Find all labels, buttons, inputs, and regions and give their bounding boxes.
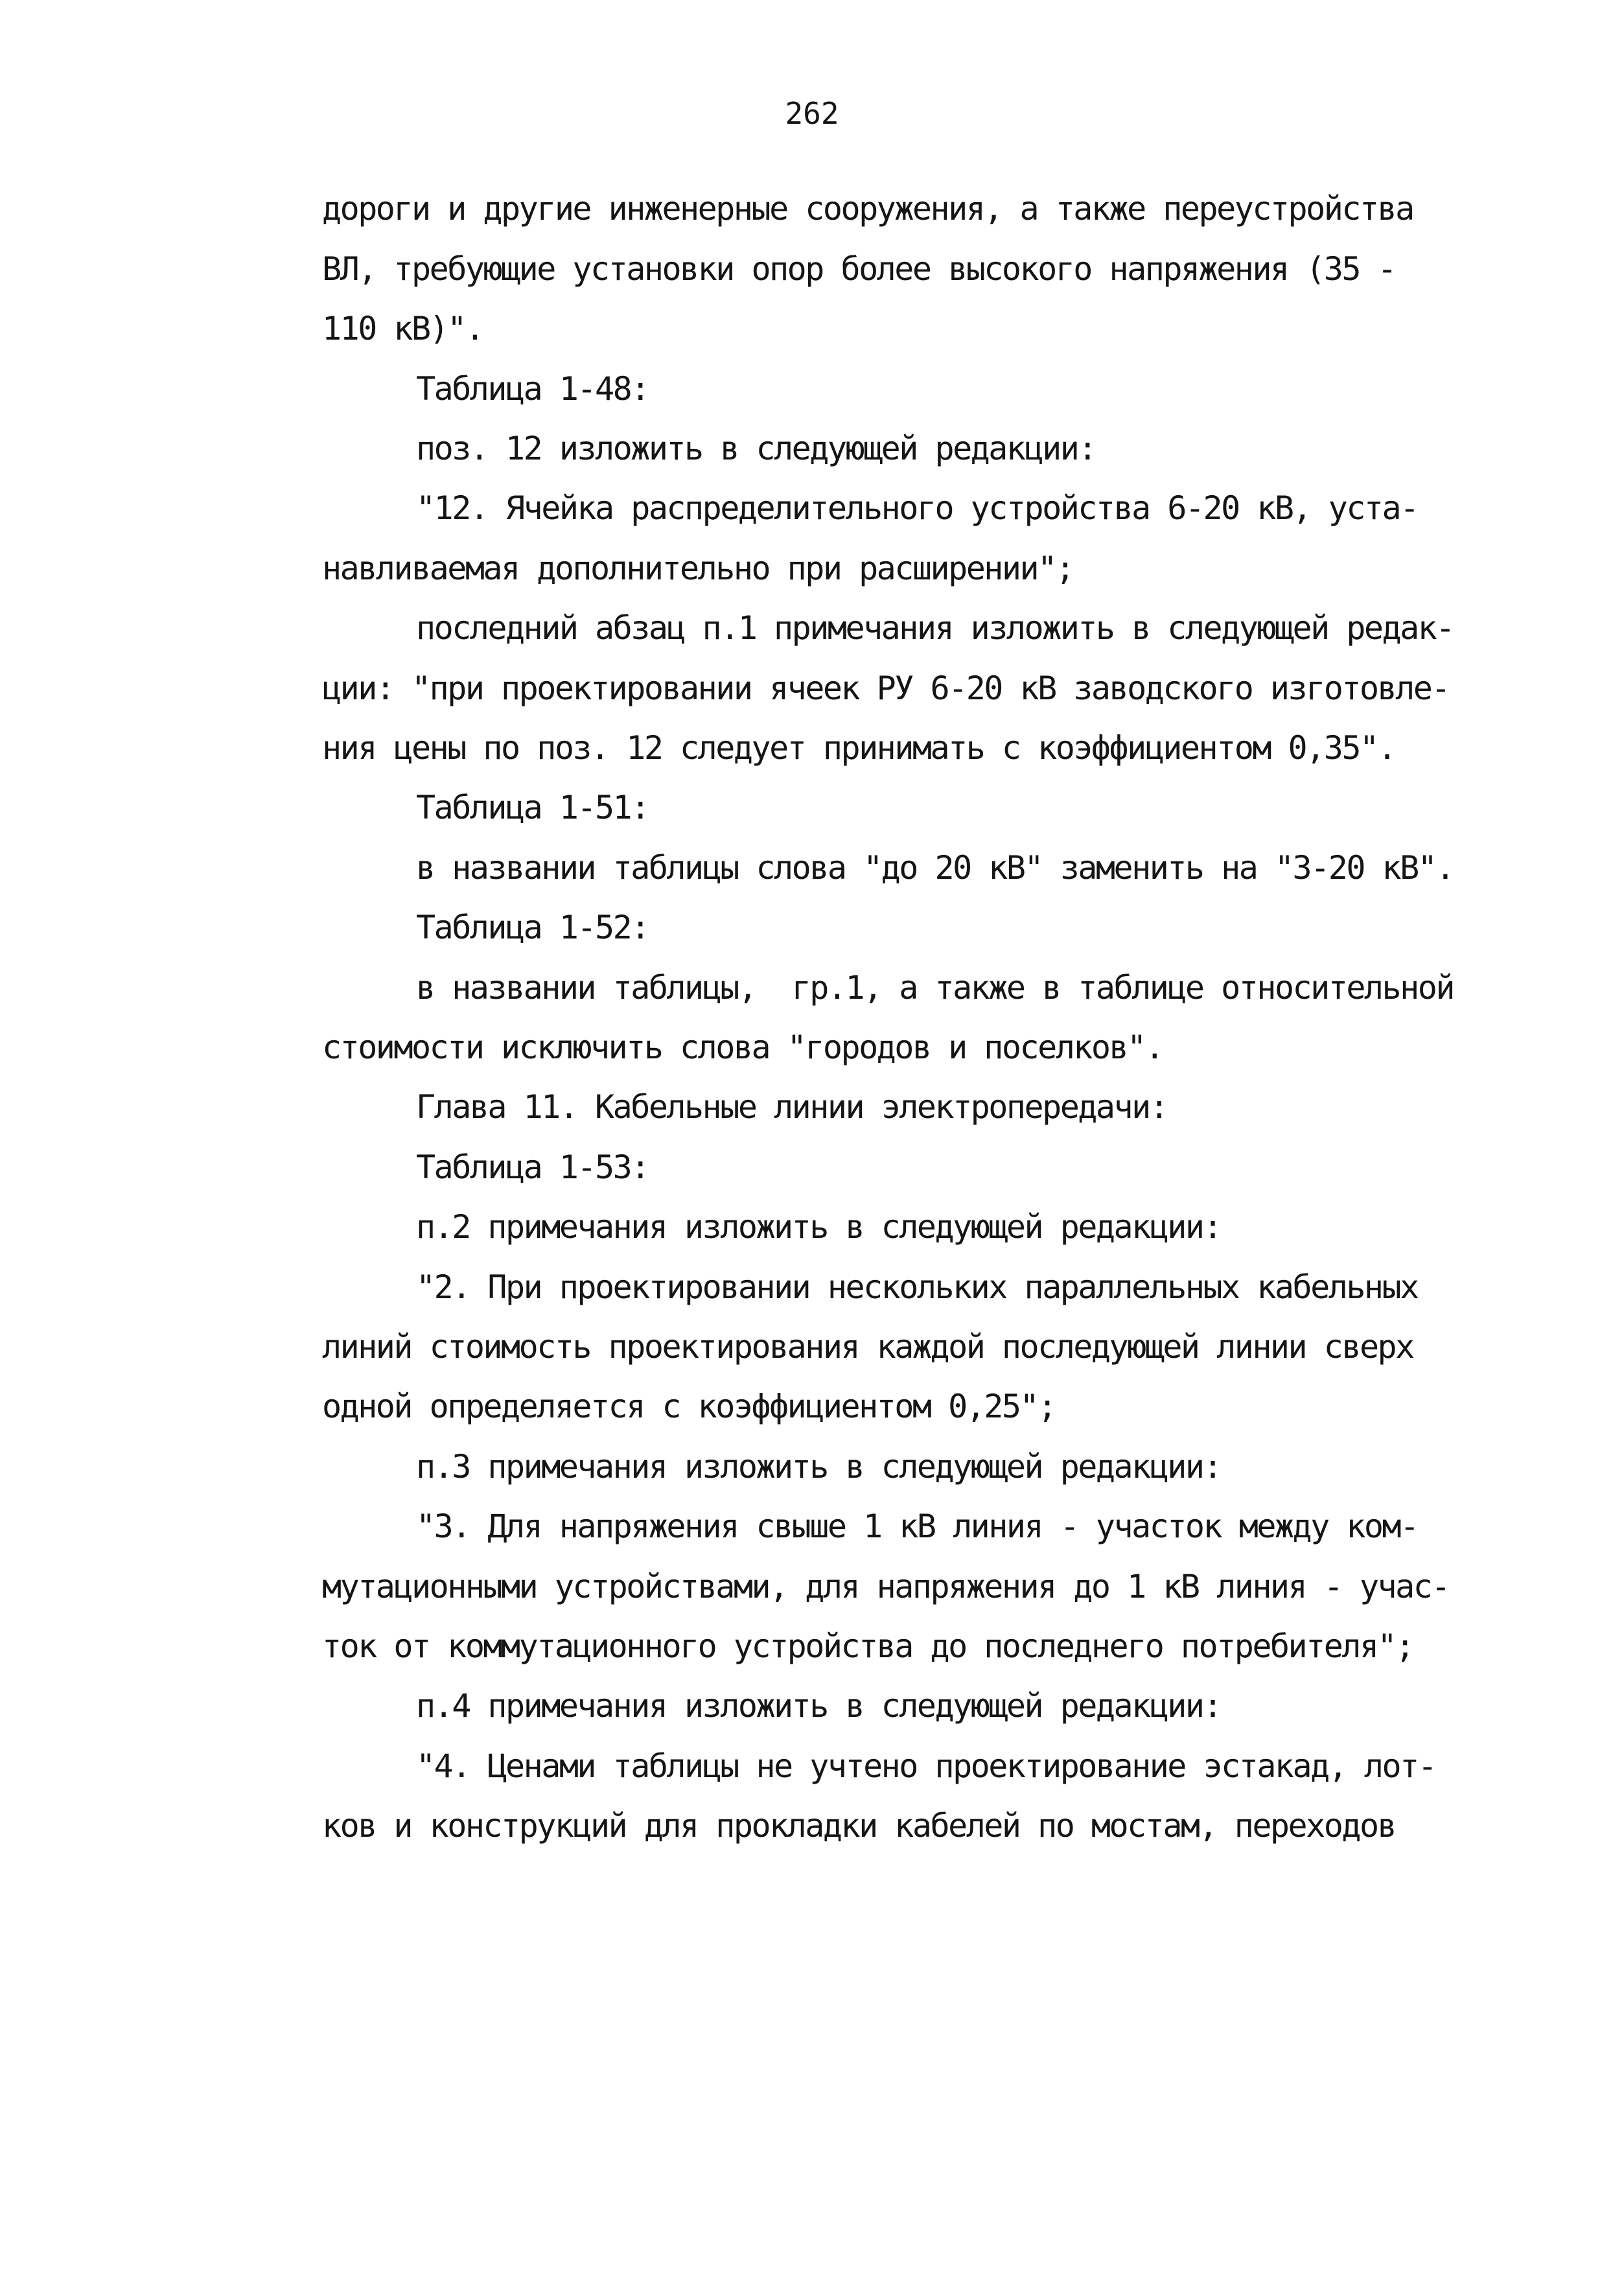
text-line: "3. Для напряжения свыше 1 кВ линия - участок между ком-	[416, 1508, 1418, 1545]
text-line: ток от коммутационного устройства до последнего потребителя";	[322, 1627, 1413, 1665]
text-line: мутационными устройствами, для напряжения до 1 кВ линия - учас-	[322, 1568, 1449, 1605]
text-line: в названии таблицы, гр.1, а также в таблице относительной	[416, 969, 1454, 1007]
text-line: навливаемая дополнительно при расширении";	[322, 550, 1074, 587]
text-line: Таблица 1-51:	[416, 789, 649, 826]
page-number: 262	[785, 96, 839, 131]
text-line: ния цены по поз. 12 следует принимать с коэффициентом 0,35".	[322, 729, 1396, 767]
text-line: в названии таблицы слова "до 20 кВ" заменить на "3-20 кВ".	[416, 849, 1454, 887]
text-line: линий стоимость проектирования каждой последующей линии сверх	[322, 1328, 1413, 1366]
text-line: последний абзац п.1 примечания изложить в следующей редак-	[416, 609, 1454, 647]
text-line: п.4 примечания изложить в следующей редакции:	[416, 1687, 1222, 1725]
text-line: ции: "при проектировании ячеек РУ 6-20 кВ заводского изготовле-	[322, 670, 1449, 707]
text-line: 110 кВ)".	[322, 310, 483, 347]
text-line: ВЛ, требующие установки опор более высокого напряжения (35 -	[322, 250, 1396, 288]
text-line: "4. Ценами таблицы не учтено проектирование эстакад, лот-	[416, 1747, 1436, 1785]
text-line: Глава 11. Кабельные линии электропередачи:	[416, 1088, 1168, 1126]
text-line: ков и конструкций для прокладки кабелей по мостам, переходов	[322, 1807, 1396, 1845]
text-line: поз. 12 изложить в следующей редакции:	[416, 430, 1096, 467]
text-line: одной определяется с коэффициентом 0,25";	[322, 1388, 1056, 1425]
text-line: стоимости исключить слова "городов и поселков".	[322, 1029, 1163, 1066]
text-line: "12. Ячейка распределительного устройства 6-20 кВ, уста-	[416, 489, 1418, 527]
text-line: дороги и другие инженерные сооружения, а также переустройства	[322, 190, 1413, 227]
text-line: п.3 примечания изложить в следующей редакции:	[416, 1448, 1222, 1486]
text-line: Таблица 1-53:	[416, 1148, 649, 1186]
text-line: "2. При проектировании нескольких параллельных кабельных	[416, 1268, 1418, 1306]
text-line: Таблица 1-52:	[416, 909, 649, 946]
text-line: Таблица 1-48:	[416, 370, 649, 408]
text-line: п.2 примечания изложить в следующей редакции:	[416, 1208, 1222, 1246]
